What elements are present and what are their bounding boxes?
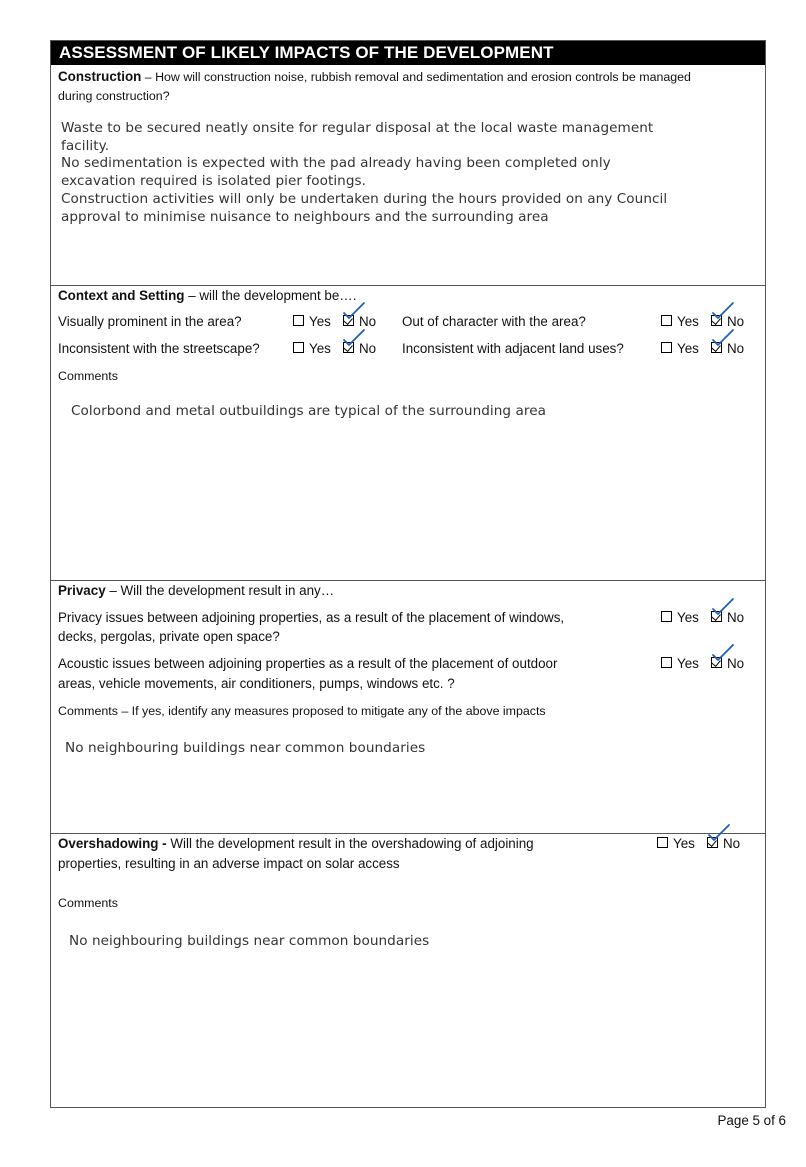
page-number: Page 5 of 6 xyxy=(717,1113,786,1128)
yes-label: Yes xyxy=(309,314,331,329)
overshadowing-question-line2: properties, resulting in an adverse impact on solar access xyxy=(58,856,400,871)
yes-option[interactable] xyxy=(661,608,699,628)
construction-section xyxy=(51,65,765,286)
overshadowing-comment: No neighbouring buildings near common boundaries xyxy=(69,933,430,949)
context-comment: Colorbond and metal outbuildings are typical of the surrounding area xyxy=(71,403,546,419)
yes-label: Yes xyxy=(677,656,699,671)
context-section xyxy=(51,285,765,581)
construction-question-text: – How will construction noise, rubbish removal and sedimentation and erosion controls be managed xyxy=(141,70,691,84)
context-item-visually-prominent: Visually prominent in the area? xyxy=(58,314,242,329)
yes-checkbox[interactable] xyxy=(293,342,304,353)
no-label: No xyxy=(727,341,745,356)
context-comments-label: Comments xyxy=(58,369,118,383)
check-mark-icon xyxy=(710,642,736,664)
overshadowing-comments-label: Comments xyxy=(58,896,118,910)
yes-checkbox[interactable] xyxy=(293,315,304,326)
yes-label: Yes xyxy=(309,341,331,356)
privacy-section xyxy=(51,580,765,833)
privacy-item-line2: decks, pergolas, private open space? xyxy=(58,629,280,644)
context-title: Context and Setting xyxy=(58,288,185,303)
no-label: No xyxy=(723,836,741,851)
overshadowing-section xyxy=(51,833,765,1109)
yes-label: Yes xyxy=(673,836,695,851)
privacy-question-text: – Will the development result in any… xyxy=(105,583,335,598)
construction-question xyxy=(58,67,691,87)
acoustic-item-line2: areas, vehicle movements, air conditioners, pumps, windows etc. ? xyxy=(58,676,455,691)
check-mark-icon xyxy=(341,300,367,322)
yes-checkbox[interactable] xyxy=(661,315,672,326)
no-label: No xyxy=(727,610,745,625)
context-question-text: – will the development be…. xyxy=(184,288,357,303)
no-label: No xyxy=(727,656,745,671)
overshadowing-question-text: Will the development result in the overshadowing of adjoining xyxy=(166,836,534,851)
privacy-question xyxy=(58,581,334,601)
check-mark-icon xyxy=(710,300,736,322)
construction-question-line2: during construction? xyxy=(58,89,170,103)
privacy-title: Privacy xyxy=(58,583,106,598)
assessment-form xyxy=(50,40,766,1108)
overshadowing-title: Overshadowing - xyxy=(58,836,167,851)
no-label: No xyxy=(727,314,745,329)
yes-option[interactable] xyxy=(293,312,331,332)
context-item-streetscape: Inconsistent with the streetscape? xyxy=(58,341,260,356)
context-item-adjacent-land-uses: Inconsistent with adjacent land uses? xyxy=(402,341,624,356)
privacy-item-line1: Privacy issues between adjoining properties, as a result of the placement of windows, xyxy=(58,610,565,625)
check-mark-icon xyxy=(710,327,736,349)
construction-answer-line: Construction activities will only be undertaken during the hours provided on any Council xyxy=(61,191,668,207)
check-mark-icon xyxy=(341,327,367,349)
yes-option[interactable] xyxy=(293,339,331,359)
construction-answer-line: approval to minimise nuisance to neighbours and the surrounding area xyxy=(61,209,549,225)
construction-answer-line: excavation required is isolated pier footings. xyxy=(61,173,367,189)
yes-checkbox[interactable] xyxy=(657,837,668,848)
form-header: ASSESSMENT OF LIKELY IMPACTS OF THE DEVELOPMENT xyxy=(51,41,765,65)
no-label: No xyxy=(359,314,377,329)
yes-label: Yes xyxy=(677,314,699,329)
yes-checkbox[interactable] xyxy=(661,342,672,353)
construction-answer-line: facility. xyxy=(61,138,110,154)
yes-option[interactable] xyxy=(657,834,695,854)
privacy-comments-label: Comments – If yes, identify any measures proposed to mitigate any of the above impacts xyxy=(58,704,546,718)
yes-option[interactable] xyxy=(661,339,699,359)
construction-answer-line: Waste to be secured neatly onsite for regular disposal at the local waste management xyxy=(61,120,654,136)
yes-option[interactable] xyxy=(661,312,699,332)
yes-checkbox[interactable] xyxy=(661,657,672,668)
yes-label: Yes xyxy=(677,610,699,625)
check-mark-icon xyxy=(710,596,736,618)
check-mark-icon xyxy=(706,822,732,844)
privacy-comment: No neighbouring buildings near common boundaries xyxy=(65,740,426,756)
yes-option[interactable] xyxy=(661,654,699,674)
yes-checkbox[interactable] xyxy=(661,611,672,622)
context-question xyxy=(58,286,356,306)
context-item-out-of-character: Out of character with the area? xyxy=(402,314,586,329)
construction-answer-line: No sedimentation is expected with the pad already having been completed only xyxy=(61,155,611,171)
overshadowing-question xyxy=(58,834,534,854)
acoustic-item-line1: Acoustic issues between adjoining properties as a result of the placement of outdoor xyxy=(58,656,558,671)
no-label: No xyxy=(359,341,377,356)
yes-label: Yes xyxy=(677,341,699,356)
construction-title: Construction xyxy=(58,69,142,84)
